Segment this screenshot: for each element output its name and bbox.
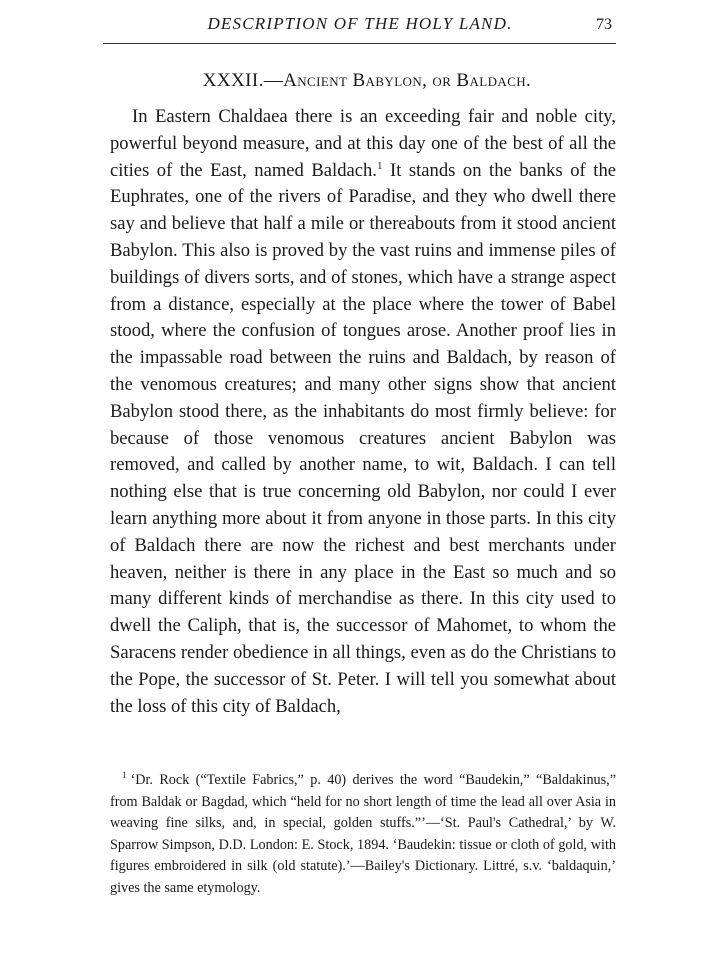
footnote-text: ‘Dr. Rock (“Textile Fabrics,” p. 40) derives the word “Baudekin,” “Baldakinus,” from Baldak or Bagdad, which “held for no short length of time the lead all over Asia in weaving fine silks, and, in special, golden stuffs.”’—‘St. Paul's Cathedral,’ by W. Sparrow Simpson, D.D. London: E. Stock, 1894. ‘Baudekin: tissue or cloth of gold, with figures embroidered in silk (old statute).’—Bailey's Dictionary. Littré, s.v. ‘baldaquin,’ gives the same etymology. [110, 772, 616, 896]
footnote [110, 770, 616, 900]
body-text-part-1: In Eastern Chaldaea there is an exceeding fair and noble city, powerful beyond measure, and at this day one of the best of all the cities of the East, named Baldach. [110, 106, 616, 181]
body-paragraph [110, 104, 616, 720]
chapter-heading: XXXII.—Ancient Babylon, or Baldach. [202, 70, 532, 91]
page-number: 73 [596, 16, 612, 33]
footnote-mark: 1 [122, 770, 127, 781]
header-rule [103, 43, 616, 44]
running-title: DESCRIPTION OF THE HOLY LAND. [207, 14, 513, 33]
footnote-reference: 1 [376, 159, 383, 172]
body-text-part-2: It stands on the banks of the Euphrates, one of the rivers of Paradise, and they who dwell there say and believe that half a mile or thereabouts from it stood ancient Babylon. This also is proved by the vast ruins and immense piles of buildings of divers sorts, and of stones, which have a strange aspect from a distance, especially at the place where the tower of Babel stood, where the confusion of tongues arose. Another proof lies in the impassable road between the ruins and Baldach, by reason of the venomous creatures; and many other signs show that ancient Babylon stood there, as the inhabitants do most firmly believe: for because of those venomous creatures ancient Babylon was removed, and called by another name, to wit, Baldach. I can tell nothing else that is true concerning old Babylon, nor could I ever learn anything more about it from anyone in those parts. In this city of Baldach there are now the richest and best merchants under heaven, neither is there in any place in the East so much and so many different kinds of merchandise as there. In this city used to dwell the Caliph, that is, the successor of Mahomet, to whom the Saracens render obedience in all things, even as do the Christians to the Pope, the successor of St. Peter. I will tell you somewhat about the loss of this city of Baldach, [110, 159, 616, 717]
